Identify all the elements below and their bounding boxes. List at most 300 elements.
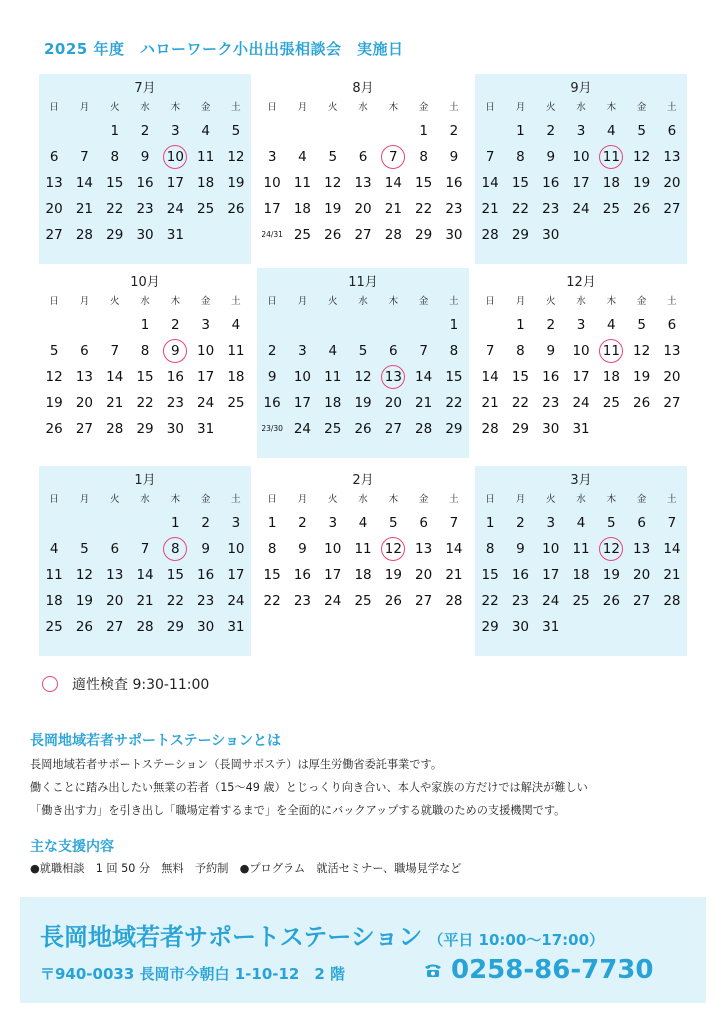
calendar-month — [39, 466, 251, 656]
weekday-header: 木 — [170, 296, 181, 307]
day-cell: 21 — [75, 201, 94, 217]
weekday-header: 月 — [515, 102, 526, 113]
day-cell: 15 — [445, 369, 463, 385]
day-cell: 15 — [263, 567, 281, 583]
calendar-month — [257, 466, 469, 656]
day-cell: 18 — [227, 369, 245, 385]
day-cell: 25 — [197, 201, 215, 217]
weekday-header: 月 — [79, 494, 90, 505]
day-cell: 27 — [415, 593, 433, 609]
day-cell: 25 — [227, 395, 245, 411]
month-label: 8月 — [352, 81, 374, 96]
day-cell: 22 — [263, 593, 281, 609]
weekday-header: 水 — [140, 102, 150, 113]
month-label: 7月 — [134, 81, 156, 96]
day-cell: 20 — [633, 567, 651, 583]
day-cell: 11 — [324, 369, 342, 385]
weekday-header: 火 — [327, 494, 338, 505]
empty-day-cell — [69, 118, 99, 144]
day-cell: 1 — [171, 515, 180, 531]
day-cell: 9 — [201, 541, 210, 557]
day-cell: 6 — [667, 123, 677, 139]
day-cell: 7 — [449, 515, 459, 531]
day-cell: 26 — [227, 201, 245, 217]
weekday-header: 木 — [606, 296, 617, 307]
day-cell: 15 — [166, 567, 184, 583]
day-cell: 13 — [663, 343, 681, 359]
month-label: 2月 — [352, 473, 374, 488]
day-cell: 8 — [449, 343, 459, 359]
weekday-header: 土 — [231, 494, 241, 505]
day-cell: 20 — [75, 395, 94, 411]
weekday-header: 土 — [231, 296, 241, 307]
day-cell: 2 — [546, 123, 556, 139]
day-cell: 18 — [293, 201, 312, 217]
day-cell: 4 — [201, 123, 210, 139]
day-cell: 20 — [354, 201, 372, 217]
calendar-grid — [475, 292, 687, 442]
weekday-header: 日 — [49, 494, 59, 505]
calendar-grid — [39, 490, 251, 640]
weekday-header: 土 — [231, 102, 241, 113]
phone-number: 0258-86-7730 — [451, 955, 654, 985]
day-cell: 5 — [637, 317, 646, 333]
day-cell: 4 — [328, 343, 338, 359]
day-cell: 1 — [140, 317, 150, 333]
weekday-header: 金 — [636, 296, 647, 307]
legend — [42, 673, 209, 695]
weekday-header: 木 — [388, 102, 399, 113]
empty-day-cell — [378, 312, 408, 338]
day-cell: 2 — [449, 123, 459, 139]
weekday-header: 月 — [297, 494, 308, 505]
day-cell: 8 — [419, 149, 428, 165]
day-cell: 4 — [607, 317, 616, 333]
weekday-header: 水 — [358, 494, 368, 505]
day-cell: 24 — [542, 593, 560, 609]
weekday-header: 日 — [267, 494, 277, 505]
day-cell: 20 — [663, 369, 681, 385]
day-cell: 20 — [106, 593, 124, 609]
day-cell: 29 — [511, 421, 530, 437]
weekday-header: 火 — [327, 296, 338, 307]
day-cell: 3 — [298, 343, 307, 359]
day-cell: 12 — [324, 175, 342, 191]
support-heading: 主な支援内容 — [30, 839, 114, 855]
day-cell: 6 — [358, 149, 368, 165]
calendar-grid — [39, 98, 251, 248]
day-cell: 24 — [293, 421, 312, 437]
weekday-header: 月 — [79, 102, 90, 113]
empty-day-cell — [475, 118, 505, 144]
weekday-header: 日 — [49, 102, 59, 113]
empty-day-cell — [348, 118, 378, 144]
day-cell: 20 — [663, 175, 681, 191]
day-cell: 17 — [263, 201, 281, 217]
day-cell: 5 — [49, 343, 59, 359]
month-label: 1月 — [134, 473, 156, 488]
day-cell: 16 — [166, 369, 184, 385]
day-cell: 5 — [607, 515, 616, 531]
day-cell: 24 — [324, 593, 342, 609]
day-cell: 17 — [293, 395, 312, 411]
day-cell: 25 — [354, 593, 372, 609]
weekday-header: 月 — [515, 296, 526, 307]
month-label: 9月 — [570, 81, 592, 96]
weekday-header: 土 — [449, 296, 459, 307]
day-cell: 14 — [415, 369, 433, 385]
day-cell: 2 — [201, 515, 210, 531]
day-cell: 8 — [516, 343, 525, 359]
day-cell: 12 — [75, 567, 94, 583]
empty-day-cell — [69, 510, 99, 536]
day-cell: 28 — [384, 227, 402, 243]
day-cell: 7 — [667, 515, 677, 531]
day-cell: 23 — [542, 395, 560, 411]
calendar-grid — [257, 490, 469, 614]
day-cell: 19 — [633, 175, 651, 191]
calendar-month — [39, 74, 251, 264]
day-cell: 30 — [445, 227, 463, 243]
weekday-header: 木 — [606, 494, 617, 505]
day-cell: 3 — [201, 317, 210, 333]
phone-icon — [423, 962, 443, 978]
day-cell: 25 — [324, 421, 342, 437]
day-cell: 19 — [633, 369, 651, 385]
day-cell: 21 — [445, 567, 463, 583]
weekday-header: 木 — [606, 102, 617, 113]
empty-day-cell — [378, 118, 408, 144]
weekday-header: 火 — [545, 494, 556, 505]
day-cell: 9 — [546, 149, 556, 165]
day-cell: 2 — [140, 123, 150, 139]
day-cell: 9 — [140, 149, 150, 165]
weekday-header: 月 — [79, 296, 90, 307]
day-cell: 16 — [511, 567, 530, 583]
weekday-header: 木 — [388, 296, 399, 307]
day-cell: 22 — [445, 395, 463, 411]
weekday-header: 金 — [418, 102, 429, 113]
calendar-month — [475, 74, 687, 264]
day-cell: 6 — [389, 343, 398, 359]
day-cell: 3 — [231, 515, 241, 531]
empty-day-cell — [287, 312, 317, 338]
weekday-header: 水 — [358, 296, 368, 307]
day-cell: 4 — [358, 515, 368, 531]
weekday-header: 日 — [267, 102, 277, 113]
about-line-1: 長岡地域若者サポートステーション（長岡サポステ）は厚生労働省委託事業です。 — [30, 758, 443, 771]
day-cell: 15 — [511, 369, 530, 385]
month-label: 12月 — [566, 275, 596, 290]
day-cell: 4 — [576, 515, 586, 531]
day-cell: 27 — [45, 227, 63, 243]
day-cell: 8 — [140, 343, 150, 359]
footer-address: 〒940-0033 長岡市今朝白 1-10-12 2 階 — [40, 965, 346, 983]
empty-day-cell — [475, 312, 505, 338]
day-cell: 1 — [485, 515, 495, 531]
day-cell: 21 — [481, 395, 499, 411]
day-cell: 18 — [602, 175, 620, 191]
day-cell: 21 — [106, 395, 124, 411]
day-cell: 1 — [449, 317, 459, 333]
day-cell: 13 — [663, 149, 681, 165]
empty-day-cell — [408, 312, 438, 338]
day-cell: 30 — [511, 619, 530, 635]
day-cell: 19 — [324, 201, 342, 217]
day-cell: 28 — [481, 227, 499, 243]
day-cell: 27 — [663, 395, 681, 411]
weekday-header: 火 — [327, 102, 338, 113]
day-cell: 12 — [354, 369, 372, 385]
day-cell: 28 — [663, 593, 681, 609]
day-cell: 31 — [572, 421, 590, 437]
day-cell: 23 — [166, 395, 184, 411]
calendar-grid — [475, 98, 687, 248]
day-cell: 23/30 — [261, 424, 283, 433]
calendar-grid — [39, 292, 251, 442]
day-cell: 19 — [75, 593, 94, 609]
day-cell: 6 — [637, 515, 646, 531]
weekday-header: 水 — [140, 296, 150, 307]
day-cell: 4 — [607, 123, 616, 139]
day-cell: 24 — [197, 395, 215, 411]
day-cell: 4 — [298, 149, 307, 165]
day-cell: 17 — [572, 369, 590, 385]
business-hours: （平日 10:00～17:00） — [428, 931, 605, 949]
day-cell: 13 — [415, 541, 433, 557]
day-cell: 1 — [267, 515, 277, 531]
day-cell: 11 — [596, 144, 626, 170]
day-cell: 11 — [572, 541, 590, 557]
day-cell: 12 — [227, 149, 245, 165]
day-cell: 17 — [324, 567, 342, 583]
day-cell: 8 — [110, 149, 120, 165]
calendar-month — [257, 268, 469, 458]
day-cell: 5 — [389, 515, 398, 531]
day-cell: 7 — [110, 343, 120, 359]
calendar-grid — [257, 98, 469, 248]
day-cell: 2 — [546, 317, 556, 333]
weekday-header: 土 — [667, 296, 677, 307]
day-cell: 7 — [419, 343, 428, 359]
day-cell: 13 — [75, 369, 94, 385]
day-cell: 12 — [633, 343, 651, 359]
day-cell: 15 — [136, 369, 154, 385]
day-cell: 26 — [633, 201, 651, 217]
empty-day-cell — [69, 312, 99, 338]
day-cell: 3 — [576, 123, 586, 139]
day-cell: 12 — [378, 536, 408, 562]
month-label: 10月 — [130, 275, 160, 290]
day-cell: 9 — [160, 338, 190, 364]
day-cell: 1 — [419, 123, 428, 139]
day-cell: 22 — [166, 593, 184, 609]
day-cell: 9 — [298, 541, 307, 557]
day-cell: 2 — [298, 515, 307, 531]
day-cell: 1 — [110, 123, 120, 139]
day-cell: 20 — [415, 567, 433, 583]
day-cell: 10 — [293, 369, 312, 385]
day-cell: 5 — [358, 343, 368, 359]
day-cell: 10 — [160, 144, 190, 170]
day-cell: 14 — [106, 369, 124, 385]
day-cell: 19 — [227, 175, 245, 191]
day-cell: 7 — [140, 541, 150, 557]
about-line-3: 「働き出す力」を引き出し「職場定着するまで」を全面的にバックアップする就職のための支援機関です。 — [30, 804, 566, 817]
day-cell: 18 — [602, 369, 620, 385]
weekday-header: 火 — [545, 102, 556, 113]
day-cell: 17 — [542, 567, 560, 583]
day-cell: 16 — [542, 369, 560, 385]
weekday-header: 木 — [170, 102, 181, 113]
day-cell: 16 — [445, 175, 463, 191]
day-cell: 24 — [227, 593, 245, 609]
weekday-header: 水 — [576, 296, 586, 307]
day-cell: 31 — [542, 619, 560, 635]
footer-contact-box — [20, 897, 706, 1003]
day-cell: 26 — [384, 593, 402, 609]
day-cell: 29 — [106, 227, 124, 243]
day-cell: 6 — [667, 317, 677, 333]
day-cell: 8 — [485, 541, 495, 557]
day-cell: 18 — [45, 593, 63, 609]
calendar-month — [475, 268, 687, 458]
day-cell: 21 — [136, 593, 154, 609]
day-cell: 5 — [80, 541, 89, 557]
day-cell: 7 — [485, 149, 495, 165]
weekday-header: 月 — [515, 494, 526, 505]
day-cell: 27 — [354, 227, 372, 243]
day-cell: 3 — [328, 515, 338, 531]
day-cell: 31 — [227, 619, 245, 635]
day-cell: 15 — [106, 175, 124, 191]
weekday-header: 水 — [576, 494, 586, 505]
day-cell: 13 — [45, 175, 63, 191]
day-cell: 26 — [354, 421, 372, 437]
day-cell: 17 — [197, 369, 215, 385]
weekday-header: 日 — [485, 494, 495, 505]
empty-day-cell — [39, 312, 69, 338]
day-cell: 10 — [542, 541, 560, 557]
day-cell: 21 — [384, 201, 402, 217]
day-cell: 25 — [602, 201, 620, 217]
weekday-header: 金 — [636, 102, 647, 113]
day-cell: 11 — [596, 338, 626, 364]
weekday-header: 月 — [297, 296, 308, 307]
day-cell: 28 — [75, 227, 94, 243]
day-cell: 21 — [481, 201, 499, 217]
day-cell: 2 — [267, 343, 277, 359]
day-cell: 15 — [415, 175, 433, 191]
day-cell: 31 — [166, 227, 184, 243]
day-cell: 11 — [227, 343, 245, 359]
day-cell: 26 — [633, 395, 651, 411]
day-cell: 16 — [263, 395, 281, 411]
day-cell: 23 — [542, 201, 560, 217]
day-cell: 11 — [354, 541, 372, 557]
empty-day-cell — [39, 118, 69, 144]
day-cell: 2 — [516, 515, 525, 531]
day-cell: 11 — [293, 175, 312, 191]
day-cell: 29 — [445, 421, 463, 437]
day-cell: 11 — [45, 567, 63, 583]
empty-day-cell — [318, 312, 348, 338]
day-cell: 14 — [481, 175, 499, 191]
day-cell: 19 — [384, 567, 402, 583]
day-cell: 23 — [445, 201, 463, 217]
weekday-header: 月 — [297, 102, 308, 113]
day-cell: 14 — [136, 567, 154, 583]
day-cell: 7 — [378, 144, 408, 170]
day-cell: 22 — [481, 593, 499, 609]
day-cell: 16 — [542, 175, 560, 191]
day-cell: 25 — [602, 395, 620, 411]
day-cell: 13 — [106, 567, 124, 583]
day-cell: 14 — [481, 369, 499, 385]
day-cell: 4 — [231, 317, 241, 333]
day-cell: 1 — [516, 317, 525, 333]
day-cell: 3 — [546, 515, 556, 531]
day-cell: 23 — [136, 201, 154, 217]
weekday-header: 金 — [636, 494, 647, 505]
day-cell: 5 — [637, 123, 646, 139]
day-cell: 5 — [231, 123, 241, 139]
day-cell: 12 — [45, 369, 63, 385]
day-cell: 18 — [324, 395, 342, 411]
empty-day-cell — [348, 312, 378, 338]
day-cell: 31 — [197, 421, 215, 437]
page-title: 2025 年度 ハローワーク小出出張相談会 実施日 — [44, 40, 404, 58]
day-cell: 13 — [354, 175, 372, 191]
day-cell: 9 — [546, 343, 556, 359]
day-cell: 17 — [572, 175, 590, 191]
weekday-header: 日 — [485, 102, 495, 113]
day-cell: 10 — [263, 175, 281, 191]
day-cell: 7 — [485, 343, 495, 359]
calendar-month — [257, 74, 469, 264]
day-cell: 14 — [445, 541, 463, 557]
day-cell: 14 — [384, 175, 402, 191]
legend-text: 適性検査 9:30-11:00 — [72, 677, 210, 693]
day-cell: 22 — [136, 395, 154, 411]
day-cell: 3 — [267, 149, 277, 165]
empty-day-cell — [39, 510, 69, 536]
day-cell: 24 — [166, 201, 184, 217]
day-cell: 28 — [106, 421, 124, 437]
day-cell: 27 — [106, 619, 124, 635]
day-cell: 29 — [415, 227, 433, 243]
day-cell: 24 — [572, 395, 590, 411]
weekday-header: 土 — [667, 102, 677, 113]
day-cell: 28 — [481, 421, 499, 437]
day-cell: 28 — [415, 421, 433, 437]
day-cell: 1 — [516, 123, 525, 139]
day-cell: 4 — [49, 541, 59, 557]
day-cell: 9 — [267, 369, 277, 385]
day-cell: 8 — [267, 541, 277, 557]
day-cell: 30 — [136, 227, 154, 243]
day-cell: 29 — [136, 421, 154, 437]
about-line-2: 働くことに踏み出したい無業の若者（15～49 歳）とじっくり向き合い、本人や家族の方だけでは解決が難しい — [30, 781, 588, 794]
day-cell: 22 — [415, 201, 433, 217]
day-cell: 27 — [633, 593, 651, 609]
calendar-grid — [257, 292, 469, 442]
footer-org-name — [40, 917, 604, 952]
day-cell: 27 — [75, 421, 94, 437]
day-cell: 16 — [197, 567, 215, 583]
day-cell: 18 — [354, 567, 372, 583]
day-cell: 30 — [197, 619, 215, 635]
